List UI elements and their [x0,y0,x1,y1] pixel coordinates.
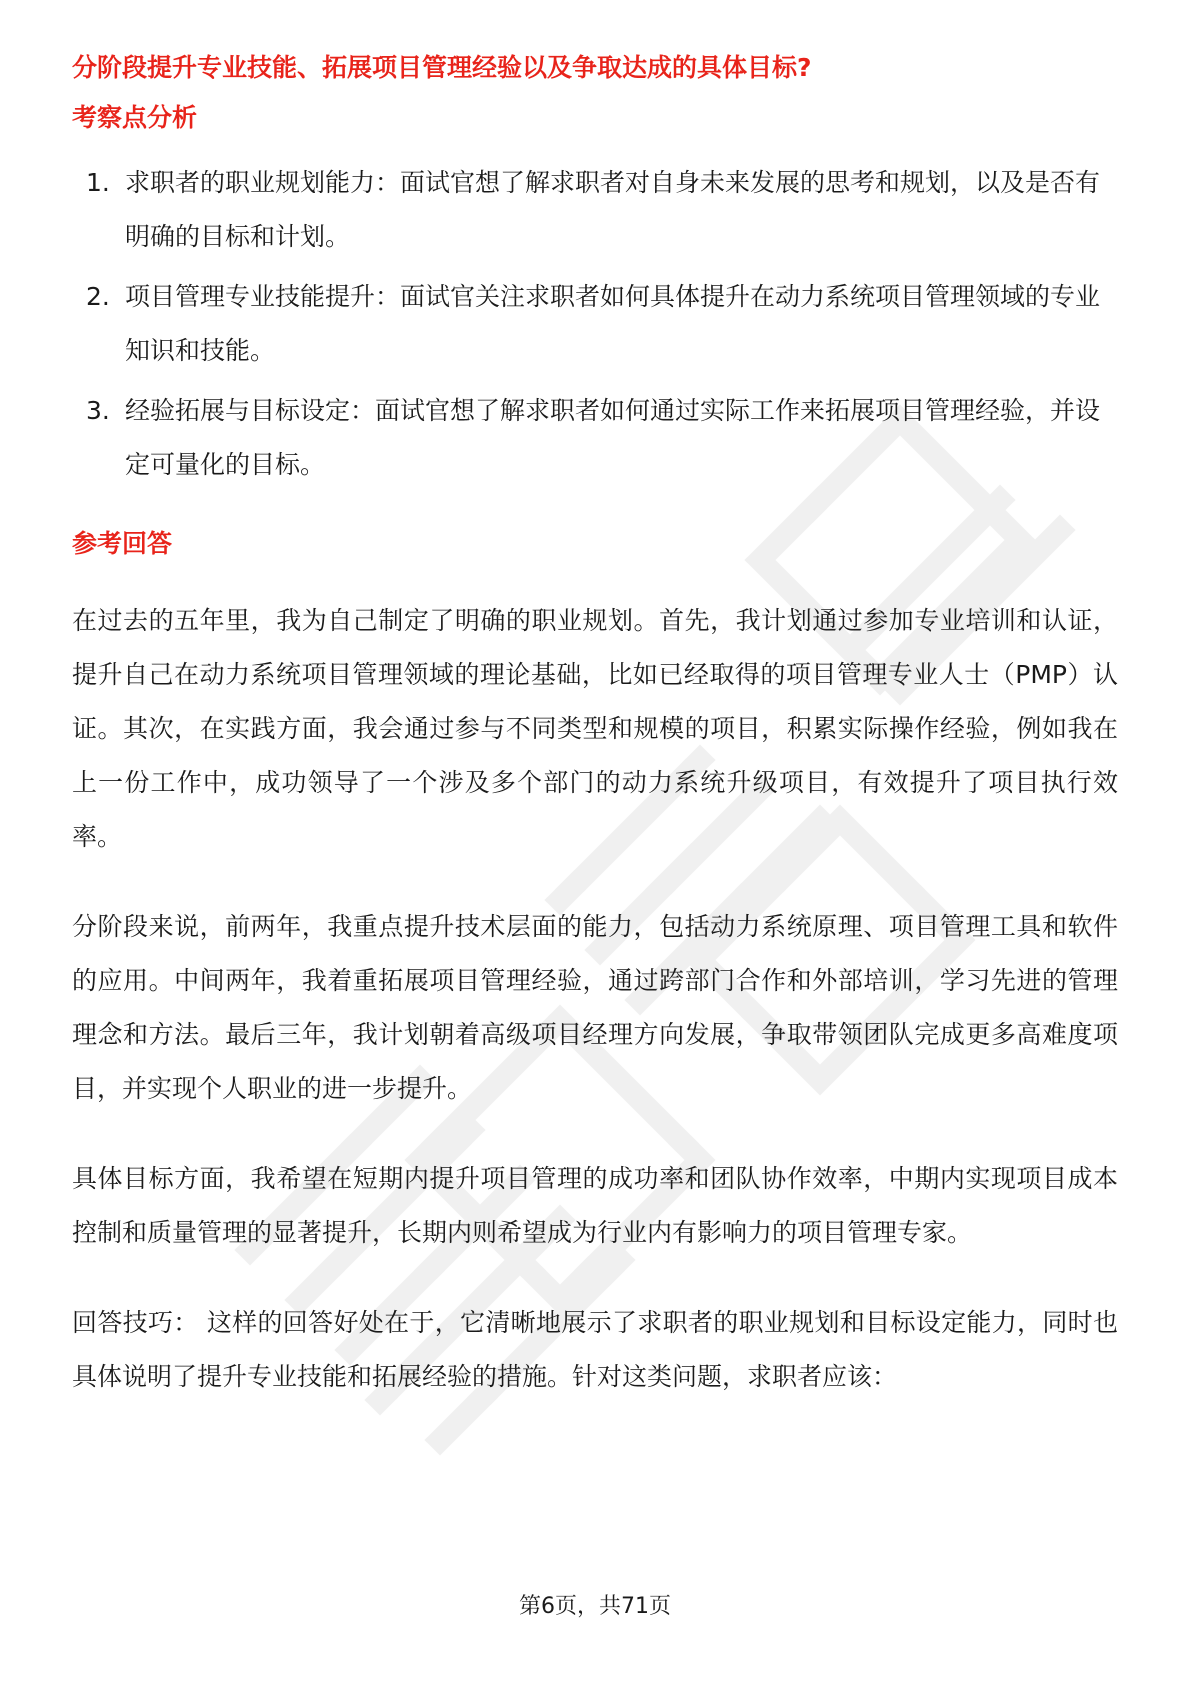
list-item-number: 2. [86,282,110,311]
question-title: 分阶段提升专业技能、拓展项目管理经验以及争取达成的具体目标? [72,53,812,82]
answer-paragraph: 分阶段来说，前两年，我重点提升技术层面的能力，包括动力系统原理、项目管理工具和软件的应用。中间两年，我着重拓展项目管理经验，通过跨部门合作和外部培训，学习先进的管理理念和方法。最后三年，我计划朝着高级项目经理方向发展，争取带领团队完成更多高难度项目，并实现个人职业的进一步提升。 [72,912,1118,1103]
answer-paragraph: 具体目标方面，我希望在短期内提升项目管理的成功率和团队协作效率，中期内实现项目成本控制和质量管理的显著提升，长期内则希望成为行业内有影响力的项目管理专家。 [72,1164,1118,1247]
analysis-points-list [72,156,1118,492]
list-item [72,156,1118,264]
list-item [72,384,1118,492]
list-item-text: 经验拓展与目标设定：面试官想了解求职者如何通过实际工作来拓展项目管理经验，并设定可量化的目标。 [125,396,1101,479]
list-item-text: 求职者的职业规划能力：面试官想了解求职者对自身未来发展的思考和规划，以及是否有明确的目标和计划。 [125,168,1101,251]
document-page [72,48,1118,1404]
list-item-number: 1. [86,168,110,197]
list-item-text: 项目管理专业技能提升：面试官关注求职者如何具体提升在动力系统项目管理领域的专业知识和技能。 [125,282,1101,365]
answer-paragraph: 在过去的五年里，我为自己制定了明确的职业规划。首先，我计划通过参加专业培训和认证，提升自己在动力系统项目管理领域的理论基础，比如已经取得的项目管理专业人士（PMP）认证。其次，在实践方面，我会通过参与不同类型和规模的项目，积累实际操作经验，例如我在上一份工作中，成功领导了一个涉及多个部门的动力系统升级项目，有效提升了项目执行效率。 [72,606,1118,851]
answer-heading: 参考回答 [72,529,173,558]
list-item [72,270,1118,378]
page-number-footer: 第6页，共71页 [519,1594,671,1619]
list-item-number: 3. [86,396,110,425]
answer-tips-paragraph: 回答技巧： 这样的回答好处在于，它清晰地展示了求职者的职业规划和目标设定能力，同时也具体说明了提升专业技能和拓展经验的措施。针对这类问题，求职者应该： [72,1308,1118,1391]
analysis-heading: 考察点分析 [72,103,198,132]
